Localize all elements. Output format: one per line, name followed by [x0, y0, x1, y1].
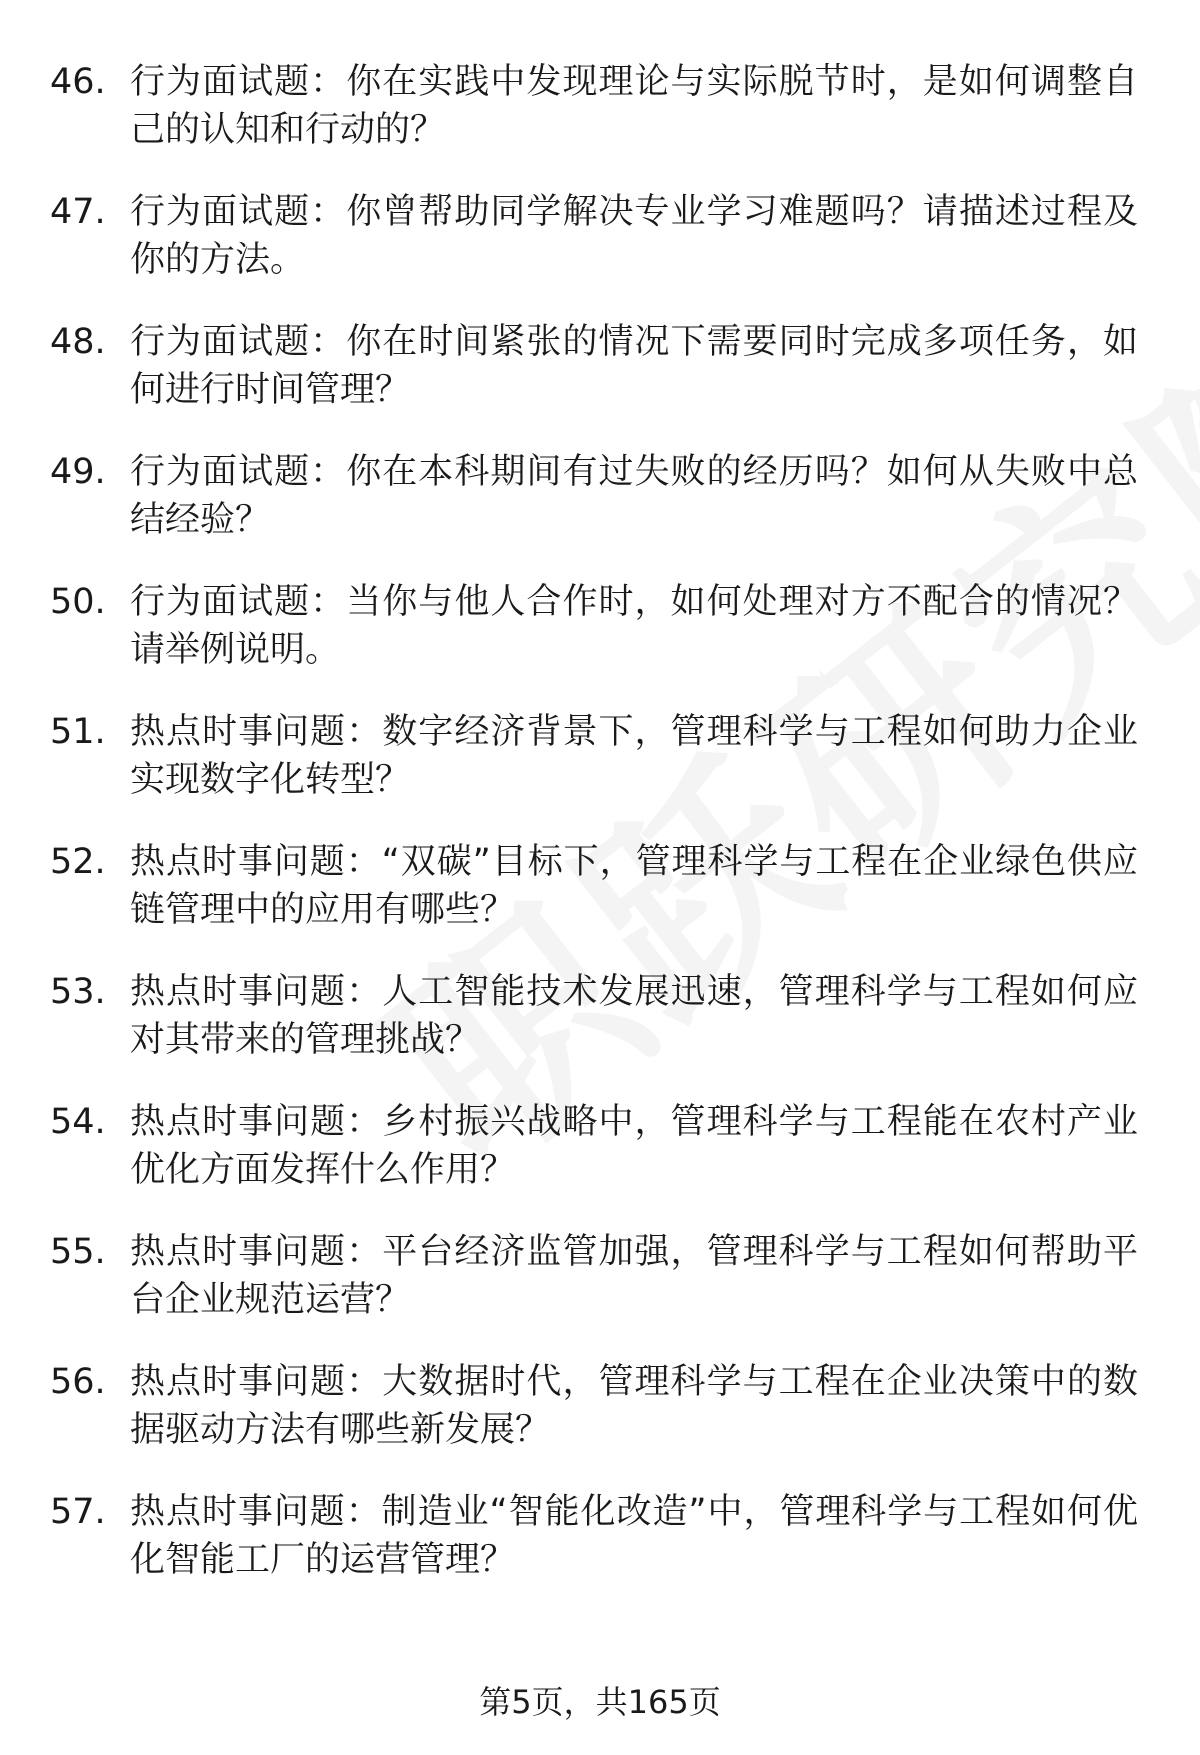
question-text: 热点时事问题：数字经济背景下，管理科学与工程如何助力企业实现数字化转型？: [130, 712, 1138, 800]
question-item: [50, 968, 1150, 1098]
question-item: [50, 1098, 1150, 1228]
question-text: 热点时事问题：“双碳”目标下，管理科学与工程在企业绿色供应链管理中的应用有哪些？: [130, 842, 1138, 930]
question-number: 53.: [50, 972, 106, 1012]
question-item: [50, 1488, 1150, 1618]
question-item: [50, 708, 1150, 838]
question-number: 52.: [50, 842, 106, 882]
question-number: 50.: [50, 582, 106, 622]
page-number-footer: 第5页，共165页: [479, 1683, 721, 1721]
question-number: 56.: [50, 1362, 106, 1402]
question-item: [50, 318, 1150, 448]
question-text: 行为面试题：当你与他人合作时，如何处理对方不配合的情况？请举例说明。: [130, 582, 1138, 670]
question-item: [50, 578, 1150, 708]
question-number: 54.: [50, 1102, 106, 1142]
question-text: 行为面试题：你曾帮助同学解决专业学习难题吗？请描述过程及你的方法。: [130, 192, 1138, 280]
question-number: 48.: [50, 322, 106, 362]
question-item: [50, 838, 1150, 968]
question-text: 热点时事问题：平台经济监管加强，管理科学与工程如何帮助平台企业规范运营？: [130, 1232, 1138, 1320]
question-number: 57.: [50, 1492, 106, 1532]
question-number: 47.: [50, 192, 106, 232]
question-number: 46.: [50, 62, 106, 102]
question-text: 行为面试题：你在本科期间有过失败的经历吗？如何从失败中总结经验？: [130, 452, 1138, 540]
question-text: 热点时事问题：制造业“智能化改造”中，管理科学与工程如何优化智能工厂的运营管理？: [130, 1492, 1138, 1580]
question-text: 热点时事问题：乡村振兴战略中，管理科学与工程能在农村产业优化方面发挥什么作用？: [130, 1102, 1138, 1190]
question-text: 行为面试题：你在时间紧张的情况下需要同时完成多项任务，如何进行时间管理？: [130, 322, 1138, 410]
question-item: [50, 1358, 1150, 1488]
question-list: [50, 58, 1150, 1618]
question-text: 热点时事问题：大数据时代，管理科学与工程在企业决策中的数据驱动方法有哪些新发展？: [130, 1362, 1138, 1450]
question-number: 51.: [50, 712, 106, 752]
question-text: 行为面试题：你在实践中发现理论与实际脱节时，是如何调整自己的认知和行动的？: [130, 62, 1138, 150]
question-item: [50, 58, 1150, 188]
question-text: 热点时事问题：人工智能技术发展迅速，管理科学与工程如何应对其带来的管理挑战？: [130, 972, 1138, 1060]
question-item: [50, 448, 1150, 578]
question-item: [50, 188, 1150, 318]
question-item: [50, 1228, 1150, 1358]
question-number: 55.: [50, 1232, 106, 1272]
question-number: 49.: [50, 452, 106, 492]
